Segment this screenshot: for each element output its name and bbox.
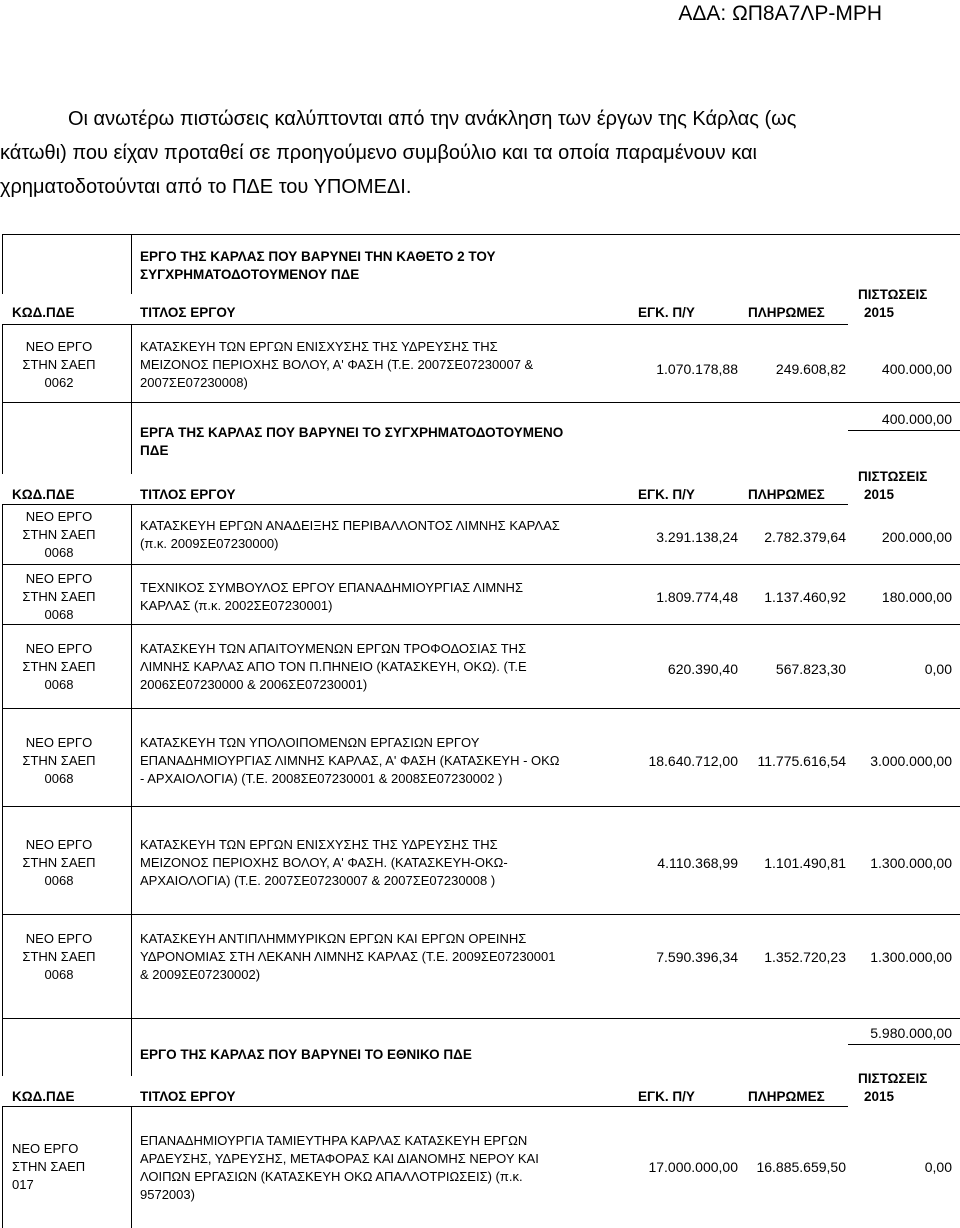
project-payments: 16.885.659,50 xyxy=(756,1159,846,1175)
header-budget: ΕΓΚ. Π/Υ xyxy=(638,487,695,502)
project-payments: 1.352.720,23 xyxy=(764,949,846,965)
project-payments: 567.823,30 xyxy=(775,661,846,677)
project-budget: 1.070.178,88 xyxy=(656,361,738,377)
intro-line: Οι ανωτέρω πιστώσεις καλύπτονται από την ανάκληση των έργων της Κάρλας (ως xyxy=(68,108,797,130)
project-budget: 4.110.368,99 xyxy=(657,855,738,871)
project-budget: 3.291.138,24 xyxy=(656,529,738,545)
project-title: ΤΕΧΝΙΚΟΣ ΣΥΜΒΟΥΛΟΣ ΕΡΓΟΥ ΕΠΑΝΑΔΗΜΙΟΥΡΓΙΑΣ ΛΙΜΝΗΣ ΚΑΡΛΑΣ (π.κ. 2002ΣΕ07230001) xyxy=(140,580,523,613)
project-credits: 0,00 xyxy=(924,661,952,677)
project-payments: 11.775.616,54 xyxy=(757,753,846,769)
header-title: ΤΙΤΛΟΣ ΕΡΓΟΥ xyxy=(140,487,236,502)
project-code: ΝΕΟ ΕΡΓΟ ΣΤΗΝ ΣΑΕΠ 0068 xyxy=(22,931,96,982)
header-credits: ΠΙΣΤΩΣΕΙΣ xyxy=(858,1071,928,1086)
project-payments: 1.137.460,92 xyxy=(764,589,846,605)
project-code: ΝΕΟ ΕΡΓΟ ΣΤΗΝ ΣΑΕΠ 0068 xyxy=(22,509,96,560)
header-budget: ΕΓΚ. Π/Υ xyxy=(638,1089,695,1104)
project-credits: 400.000,00 xyxy=(881,361,952,377)
header-code: ΚΩΔ.ΠΔΕ xyxy=(12,305,75,320)
project-credits: 3.000.000,00 xyxy=(870,753,952,769)
header-credits-year: 2015 xyxy=(864,305,895,320)
header-credits-year: 2015 xyxy=(864,1089,895,1104)
project-credits: 1.300.000,00 xyxy=(870,949,952,965)
project-code: ΝΕΟ ΕΡΓΟ ΣΤΗΝ ΣΑΕΠ 0068 xyxy=(22,571,96,622)
project-budget: 7.590.396,34 xyxy=(656,949,738,965)
header-credits: ΠΙΣΤΩΣΕΙΣ xyxy=(858,469,928,484)
project-credits: 1.300.000,00 xyxy=(870,855,952,871)
project-budget: 1.809.774,48 xyxy=(656,589,738,605)
header-credits: ΠΙΣΤΩΣΕΙΣ xyxy=(858,287,928,302)
header-credits-year: 2015 xyxy=(864,487,895,502)
project-title: ΚΑΤΑΣΚΕΥΗ ΤΩΝ ΑΠΑΙΤΟΥΜΕΝΩΝ ΕΡΓΩΝ ΤΡΟΦΟΔΟΣΙΑΣ ΤΗΣ ΛΙΜΝΗΣ ΚΑΡΛΑΣ ΑΠΟ ΤΟΝ Π.ΠΗΝΕΙΟ (ΚΑΤΑΣΚΕΥΗ, ΟΚΩ). (Τ.Ε 2006ΣΕ07230000 & 2006ΣΕ07230001) xyxy=(140,641,527,692)
project-credits: 180.000,00 xyxy=(881,589,952,605)
header-payments: ΠΛΗΡΩΜΕΣ xyxy=(748,1089,825,1104)
header-payments: ΠΛΗΡΩΜΕΣ xyxy=(748,487,825,502)
section2-title: ΕΡΓΑ ΤΗΣ ΚΑΡΛΑΣ ΠΟΥ ΒΑΡΥΝΕΙ ΤΟ ΣΥΓΧΡΗΜΑΤΟΔΟΤΟΥΜΕΝΟ xyxy=(140,425,564,440)
project-code: ΝΕΟ ΕΡΓΟ ΣΤΗΝ ΣΑΕΠ 0068 xyxy=(22,735,96,786)
project-title: ΚΑΤΑΣΚΕΥΗ ΑΝΤΙΠΛΗΜΜΥΡΙΚΩΝ ΕΡΓΩΝ ΚΑΙ ΕΡΓΩΝ ΟΡΕΙΝΗΣ ΥΔΡΟΝΟΜΙΑΣ ΣΤΗ ΛΕΚΑΝΗ ΛΙΜΝΗΣ ΚΑΡΛΑΣ (Τ.Ε. 2009ΣΕ07230001 & 2009ΣΕ07230002) xyxy=(140,931,556,982)
project-title: ΚΑΤΑΣΚΕΥΗ ΤΩΝ ΥΠΟΛΟΙΠΟΜΕΝΩΝ ΕΡΓΑΣΙΩΝ ΕΡΓΟΥ ΕΠΑΝΑΔΗΜΙΟΥΡΓΙΑΣ ΛΙΜΝΗΣ ΚΑΡΛΑΣ, Α' ΦΑΣΗ (ΚΑΤΑΣΚΕΥΗ - ΟΚΩ - ΑΡΧΑΙΟΛΟΓΙΑ) (Τ.Ε. 2008ΣΕ07230001 & 2008ΣΕ07230002 ) xyxy=(140,735,560,786)
intro-line: κάτωθι) που είχαν προταθεί σε προηγούμενο συμβούλιο και τα οποία παραμένουν και xyxy=(0,142,757,164)
header-code: ΚΩΔ.ΠΔΕ xyxy=(12,1089,75,1104)
project-credits: 200.000,00 xyxy=(881,529,952,545)
project-code: ΝΕΟ ΕΡΓΟ ΣΤΗΝ ΣΑΕΠ 0068 xyxy=(22,837,96,888)
section2-title-cont: ΠΔΕ xyxy=(140,443,169,458)
project-title: ΚΑΤΑΣΚΕΥΗ ΕΡΓΩΝ ΑΝΑΔΕΙΞΗΣ ΠΕΡΙΒΑΛΛΟΝΤΟΣ ΛΙΜΝΗΣ ΚΑΡΛΑΣ (π.κ. 2009ΣΕ07230000) xyxy=(140,518,560,551)
intro-line: χρηματοδοτούνται από το ΠΔΕ του ΥΠΟΜΕΔΙ. xyxy=(0,176,412,198)
intro-paragraph xyxy=(0,102,960,204)
project-title: ΚΑΤΑΣΚΕΥΗ ΤΩΝ ΕΡΓΩΝ ΕΝΙΣΧΥΣΗΣ ΤΗΣ ΥΔΡΕΥΣΗΣ ΤΗΣ ΜΕΙΖΟΝΟΣ ΠΕΡΙΟΧΗΣ ΒΟΛΟΥ, Α' ΦΑΣΗ. (ΚΑΤΑΣΚΕΥΗ-ΟΚΩ- ΑΡΧΑΙΟΛΟΓΙΑ) (Τ.Ε. 2007ΣΕ07230007 & 2007ΣΕ07230008 ) xyxy=(140,837,508,888)
section3-title: ΕΡΓΟ ΤΗΣ ΚΑΡΛΑΣ ΠΟΥ ΒΑΡΥΝΕΙ ΤΟ ΕΘΝΙΚΟ ΠΔΕ xyxy=(140,1047,472,1062)
header-budget: ΕΓΚ. Π/Υ xyxy=(638,305,695,320)
section1-title-cont: ΣΥΓΧΡΗΜΑΤΟΔΟΤΟΥΜΕΝΟΥ ΠΔΕ xyxy=(140,267,360,282)
ada-code: ΑΔΑ: ΩΠ8Α7ΛΡ-ΜΡΗ xyxy=(678,2,882,25)
project-payments: 249.608,82 xyxy=(775,361,846,377)
header-payments: ΠΛΗΡΩΜΕΣ xyxy=(748,305,825,320)
project-title: ΕΠΑΝΑΔΗΜΙΟΥΡΓΙΑ ΤΑΜΙΕΥΤΗΡΑ ΚΑΡΛΑΣ ΚΑΤΑΣΚΕΥΗ ΕΡΓΩΝ ΑΡΔΕΥΣΗΣ, ΥΔΡΕΥΣΗΣ, ΜΕΤΑΦΟΡΑΣ ΚΑΙ ΔΙΑΝΟΜΗΣ ΝΕΡΟΥ ΚΑΙ ΛΟΙΠΩΝ ΕΡΓΑΣΙΩΝ (ΚΑΤΑΣΚΕΥΗ ΟΚΩ ΑΠΑΛΛΟΤΡΙΩΣΕΙΣ) (π.κ. 9572003) xyxy=(140,1133,539,1202)
header-title: ΤΙΤΛΟΣ ΕΡΓΟΥ xyxy=(140,1089,236,1104)
project-budget: 18.640.712,00 xyxy=(648,753,738,769)
section1-title: ΕΡΓΟ ΤΗΣ ΚΑΡΛΑΣ ΠΟΥ ΒΑΡΥΝΕΙ ΤΗΝ ΚΑΘΕΤΟ 2 ΤΟΥ xyxy=(140,249,496,264)
header-title: ΤΙΤΛΟΣ ΕΡΓΟΥ xyxy=(140,305,236,320)
project-budget: 620.390,40 xyxy=(667,661,738,677)
project-budget: 17.000.000,00 xyxy=(648,1159,738,1175)
header-code: ΚΩΔ.ΠΔΕ xyxy=(12,487,75,502)
project-title: ΚΑΤΑΣΚΕΥΗ ΤΩΝ ΕΡΓΩΝ ΕΝΙΣΧΥΣΗΣ ΤΗΣ ΥΔΡΕΥΣΗΣ ΤΗΣ ΜΕΙΖΟΝΟΣ ΠΕΡΙΟΧΗΣ ΒΟΛΟΥ, Α' ΦΑΣΗ (Τ.Ε. 2007ΣΕ07230007 & 2007ΣΕ07230008) xyxy=(140,339,534,390)
section1-total: 400.000,00 xyxy=(881,411,952,427)
project-credits: 0,00 xyxy=(924,1159,952,1175)
project-code: ΝΕΟ ΕΡΓΟ ΣΤΗΝ ΣΑΕΠ 0068 xyxy=(22,641,96,692)
project-code: ΝΕΟ ΕΡΓΟ ΣΤΗΝ ΣΑΕΠ 017 xyxy=(12,1141,86,1192)
section2-total: 5.980.000,00 xyxy=(870,1025,952,1041)
project-payments: 2.782.379,64 xyxy=(764,529,846,545)
project-payments: 1.101.490,81 xyxy=(764,855,846,871)
project-code: ΝΕΟ ΕΡΓΟ ΣΤΗΝ ΣΑΕΠ 0062 xyxy=(22,339,96,390)
